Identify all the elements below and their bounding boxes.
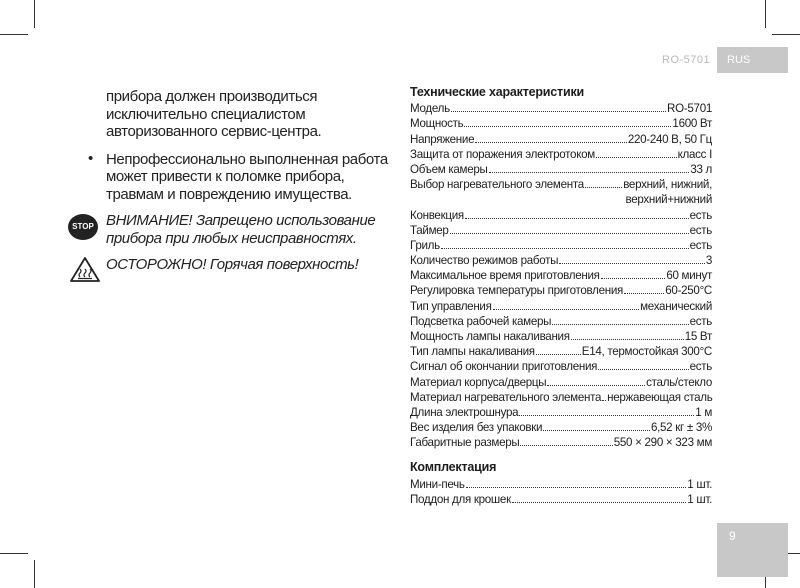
spec-label: Мини-печь	[410, 477, 465, 491]
hot-surface-icon	[70, 256, 100, 282]
spec-label: Защита от поражения электротоком	[410, 147, 595, 161]
specs-title: Технические характеристики	[410, 85, 584, 99]
spec-value: 60-250°С	[665, 284, 712, 298]
spec-label: Объем камеры	[410, 162, 488, 176]
spec-value: 3	[705, 254, 712, 268]
crop-mark	[34, 560, 35, 588]
spec-label: Сигнал об окончании приготовления	[410, 360, 598, 374]
spec-label: Материал корпуса/дверцы	[410, 375, 547, 389]
spec-row	[410, 314, 712, 329]
spec-value: 220-240 В, 50 Гц	[627, 132, 712, 146]
stop-warning-text: ВНИМАНИЕ! Запрещено использование прибора при любых неисправностях.	[106, 212, 376, 247]
spec-value: 60 минут	[666, 269, 712, 283]
spec-row	[410, 253, 712, 268]
header-model-code: RO-5701	[662, 54, 711, 66]
spec-row	[410, 177, 712, 192]
stop-warning	[66, 212, 396, 247]
package-list	[410, 476, 712, 506]
dot-leader	[585, 187, 622, 188]
dot-leader	[451, 111, 666, 112]
spec-row	[410, 298, 712, 313]
package-title: Комплектация	[410, 460, 497, 475]
spec-label: Мощность лампы накаливания	[410, 330, 570, 343]
spec-row	[410, 101, 712, 116]
spec-label: Модель	[410, 102, 450, 116]
spec-value: 1 м	[695, 405, 712, 419]
spec-label: Длина электрошнура	[410, 405, 519, 419]
page-number: 9	[717, 523, 788, 577]
language-tab: RUS	[717, 47, 788, 73]
dot-leader	[602, 400, 606, 401]
spec-value: класс I	[677, 147, 712, 161]
hot-surface-warning	[66, 256, 396, 274]
spec-row	[410, 492, 712, 507]
spec-value: сталь/стекло	[646, 375, 712, 389]
hot-warning-text: ОСТОРОЖНО! Горячая поверхность!	[106, 256, 359, 273]
spec-value: есть	[689, 360, 712, 374]
spec-label: Количество режимов работы	[410, 254, 559, 268]
bullet-item	[66, 151, 396, 204]
spec-value: 33 л	[690, 162, 712, 176]
crop-mark	[34, 0, 35, 28]
dot-leader	[464, 126, 671, 127]
spec-value: 15 Вт	[684, 330, 712, 343]
dot-leader	[536, 354, 581, 355]
dot-leader	[512, 502, 686, 503]
spec-value: верхний, нижний,	[623, 178, 712, 192]
spec-value: есть	[689, 208, 712, 222]
dot-leader	[493, 309, 640, 310]
crop-mark	[765, 0, 766, 28]
dot-leader	[601, 278, 666, 279]
spec-label: Регулировка температуры приготовления	[410, 284, 623, 298]
dot-leader	[489, 172, 690, 173]
spec-value: есть	[689, 238, 712, 252]
spec-row	[410, 329, 712, 344]
spec-row	[410, 131, 712, 146]
spec-label: Таймер	[410, 223, 449, 237]
dot-leader	[466, 487, 687, 488]
crop-mark	[772, 34, 800, 35]
spec-label: Конвекция	[410, 208, 464, 222]
dot-leader	[559, 263, 705, 264]
spec-label: Поддон для крошек	[410, 492, 511, 506]
dot-leader	[519, 415, 694, 416]
spec-value: 1 шт.	[687, 477, 712, 491]
spec-value: есть	[689, 223, 712, 237]
spec-value: нержавеющая сталь	[607, 390, 713, 404]
spec-row	[410, 147, 712, 162]
spec-label: Мощность	[410, 117, 464, 131]
spec-row	[410, 283, 712, 298]
spec-label: Подсветка рабочей камеры	[410, 314, 552, 328]
spec-label: Габаритные размеры	[410, 436, 520, 450]
spec-label: Максимальное время приготовления	[410, 269, 600, 283]
spec-label: Материал нагревательного элемента	[410, 390, 602, 404]
bullet-dot: •	[88, 149, 93, 167]
spec-label: Гриль	[410, 238, 440, 252]
dot-leader	[543, 430, 650, 431]
spec-row	[410, 223, 712, 238]
spec-value: RO-5701	[667, 102, 712, 116]
dot-leader	[571, 339, 684, 340]
spec-row	[410, 476, 712, 491]
dot-leader	[598, 369, 688, 370]
stop-icon: STOP	[68, 214, 98, 240]
safety-column	[66, 88, 396, 274]
specs-list	[410, 101, 712, 450]
spec-row	[410, 420, 712, 435]
spec-row	[410, 374, 712, 389]
spec-row	[410, 359, 712, 374]
spec-value: 6,52 кг ± 3%	[650, 421, 712, 435]
bullet-text: Непрофессионально выполненная работа может привести к поломке прибора, травмам и повреждению имущества.	[106, 150, 388, 203]
spec-value-continuation: верхний+нижний	[625, 193, 712, 207]
spec-label: Вес изделия без упаковки	[410, 421, 543, 435]
specs-column	[410, 83, 712, 507]
spec-label: Напряжение	[410, 132, 475, 146]
spec-value: есть	[689, 314, 712, 328]
spec-value: E14, термостойкая 300°С	[581, 345, 712, 359]
spec-row	[410, 390, 712, 405]
dot-leader	[475, 142, 627, 143]
dot-leader	[465, 218, 689, 219]
spec-row	[410, 268, 712, 283]
spec-value: механический	[640, 299, 712, 313]
dot-leader	[552, 324, 688, 325]
dot-leader	[450, 233, 689, 234]
dot-leader	[596, 157, 677, 158]
continuation-text: прибора должен производиться исключительно специалистом авторизованного сервис-центра.	[106, 88, 322, 140]
spec-value: 1600 Вт	[672, 117, 712, 131]
dot-leader	[547, 385, 645, 386]
spec-row	[410, 207, 712, 222]
spec-row	[410, 162, 712, 177]
crop-mark	[0, 34, 28, 35]
spec-value: 550 × 290 × 323 мм	[613, 436, 712, 450]
dot-leader	[441, 248, 689, 249]
dot-leader	[624, 293, 664, 294]
dot-leader	[520, 445, 612, 446]
spec-label: Тип лампы накаливания	[410, 345, 535, 359]
spec-row	[410, 238, 712, 253]
spec-label: Тип управления	[410, 299, 492, 313]
spec-label: Выбор нагревательного элемента	[410, 178, 584, 192]
spec-row	[410, 405, 712, 420]
spec-row	[410, 116, 712, 131]
spec-row	[410, 435, 712, 450]
spec-value: 1 шт.	[687, 492, 712, 506]
spec-row	[410, 344, 712, 359]
crop-mark	[0, 553, 28, 554]
